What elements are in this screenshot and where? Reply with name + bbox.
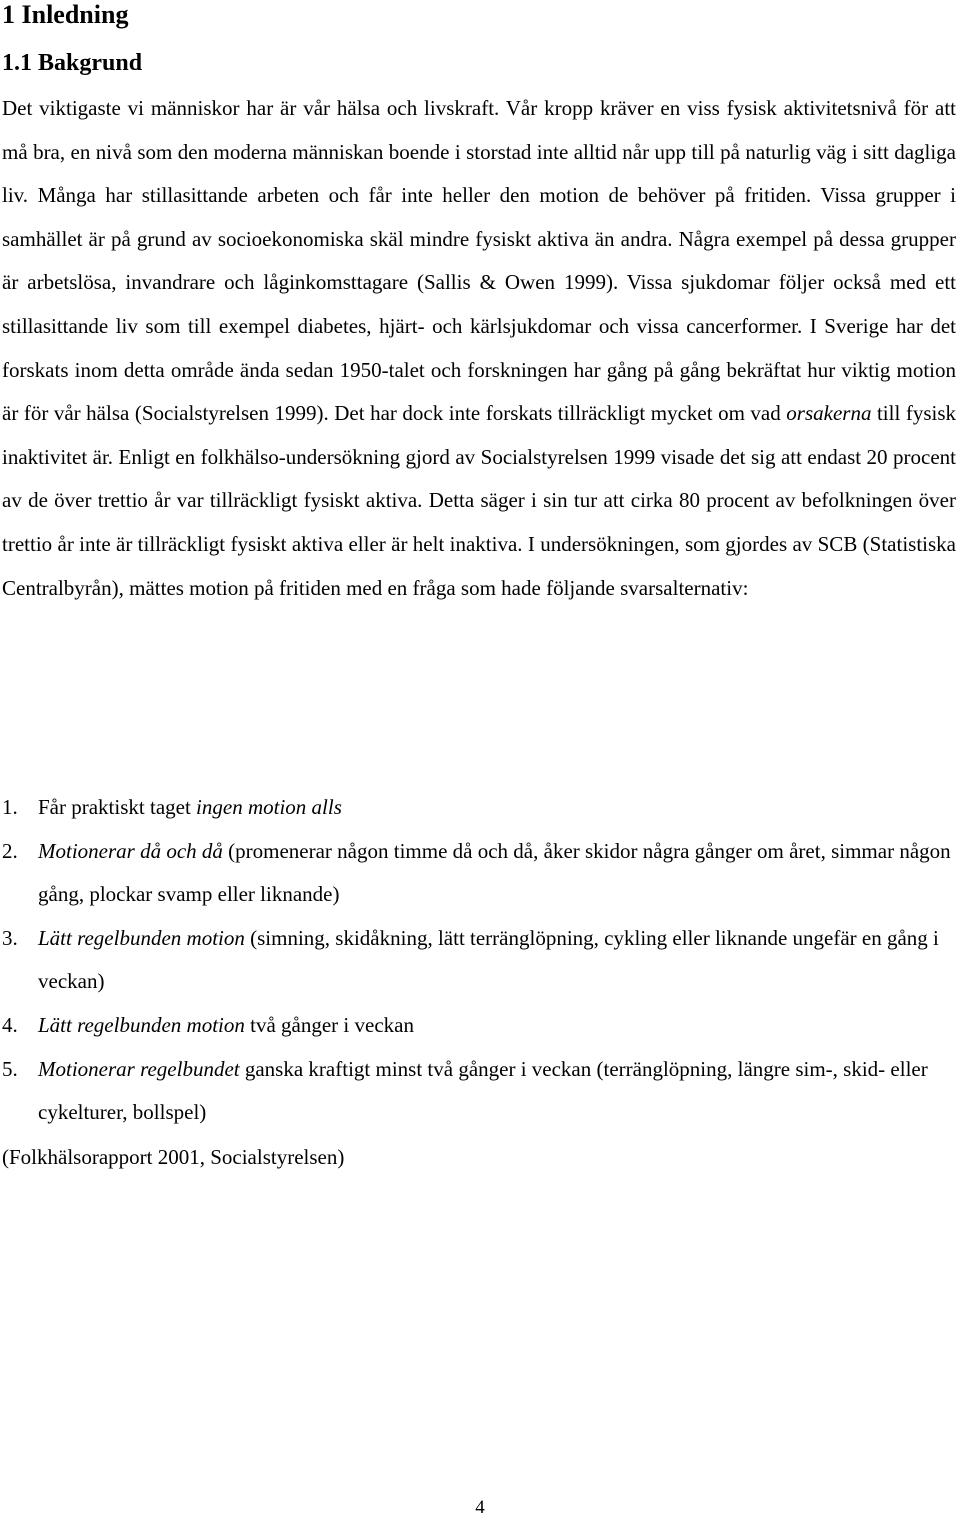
- list-item-rest: (simning, skidåkning, lätt terränglöpning, cykling eller liknande ungefär en gång i veckan): [38, 925, 939, 994]
- list-item-rest: (promenerar någon timme då och då, åker skidor några gånger om året, simmar någon gång, plockar svamp eller liknande): [38, 838, 951, 907]
- list-item-number: 1.: [2, 795, 18, 819]
- paragraph-text-part2: till fysisk inaktivitet är. Enligt en folkhälso-undersökning gjord av Socialstyrelsen 1999 visade det sig att endast 20 procent av de över trettio år var tillräckligt fysiskt aktiva. Detta säger i sin tur att cirka 80 procent av befolkningen över trettio år inte är tillräckligt fysiskt aktiva eller är helt inaktiva. I undersökningen, som gjordes av SCB (Statistiska Centralbyrån), mättes motion på fritiden med en fråga som hade följande svarsalternativ:: [2, 401, 956, 600]
- list-item-number: 4.: [2, 1012, 18, 1037]
- list-item-emphasis: Lätt regelbunden motion: [38, 1012, 245, 1037]
- list-item-emphasis: Lätt regelbunden motion: [38, 925, 245, 950]
- paragraph-text-part1: Det viktigaste vi människor har är vår hälsa och livskraft. Vår kropp kräver en viss fysisk aktivitetsnivå för att må bra, en nivå som den moderna människan boende i storstad inte alltid når upp till på naturlig väg i sitt dagliga liv. Många har stillasittande arbeten och får inte heller den motion de behöver på fritiden. Vissa grupper i samhället är på grund av socioekonomiska skäl mindre fysiskt aktiva än andra. Några exempel på dessa grupper är arbetslösa, invandrare och låginkomsttagare (Sallis & Owen 1999). Vissa sjukdomar följer också med ett stillasittande liv som till exempel diabetes, hjärt- och kärlsjukdomar och vissa cancerformer. I Sverige har det forskats inom detta område ända sedan 1950-talet och forskningen har gång på gång bekräftat hur viktig motion är för vår hälsa (Socialstyrelsen 1999). Det har dock inte forskats tillräckligt mycket om vad: [2, 96, 956, 426]
- source-citation: (Folkhälsorapport 2001, Socialstyrelsen): [2, 1145, 345, 1169]
- answer-alternatives-list: [0, 786, 956, 1135]
- list-item-lead: Får praktiskt taget: [38, 795, 197, 819]
- list-item-emphasis: Motionerar då och då: [38, 838, 223, 863]
- paragraph-emphasis: orsakerna: [786, 401, 872, 426]
- list-item: [0, 1048, 956, 1135]
- list-item-rest: ganska kraftigt minst två gånger i veckan (terränglöpning, längre sim-, skid- eller cykelturer, bollspel): [38, 1056, 928, 1125]
- list-item-rest: två gånger i veckan: [244, 1012, 414, 1037]
- list-item-emphasis: Motionerar regelbundet: [38, 1056, 240, 1081]
- list-item-number: 5.: [2, 1056, 18, 1081]
- intro-paragraph: [2, 87, 956, 610]
- page-number: 4: [475, 1497, 485, 1518]
- section-heading: 1.1 Bakgrund: [2, 50, 143, 76]
- list-item-number: 3.: [2, 925, 18, 950]
- list-item: [0, 917, 956, 1004]
- list-item-number: 2.: [2, 838, 18, 863]
- list-item-emphasis: ingen motion alls: [196, 795, 342, 819]
- list-item: [0, 786, 956, 830]
- chapter-heading: 1 Inledning: [2, 0, 129, 29]
- list-item: [0, 830, 956, 917]
- list-item: [0, 1004, 956, 1048]
